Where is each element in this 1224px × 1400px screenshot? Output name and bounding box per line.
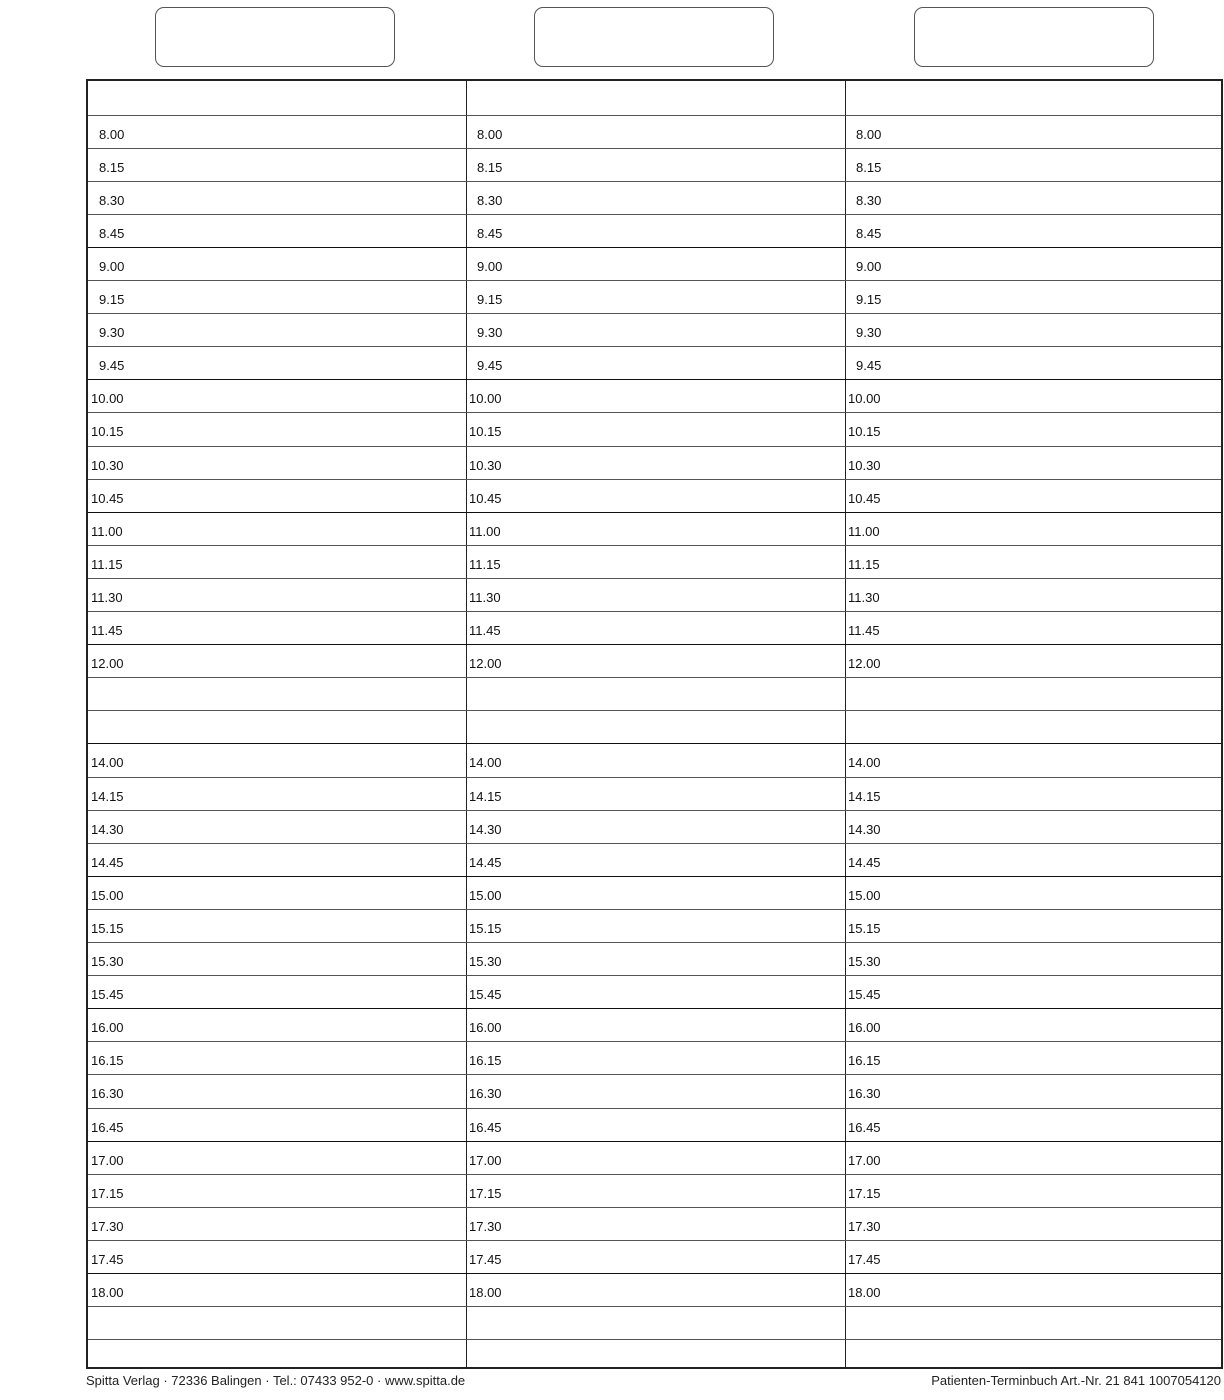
time-slot-label: 17.00 — [469, 1152, 502, 1168]
slot-divider — [88, 545, 1221, 546]
time-slot-label: 10.00 — [848, 391, 881, 407]
slot-divider — [88, 1306, 1221, 1307]
time-slot-label: 15.15 — [848, 920, 881, 936]
time-slot-label: 15.45 — [91, 987, 124, 1003]
slot-divider — [88, 843, 1221, 844]
time-slot-label: 12.00 — [848, 656, 881, 672]
time-slot-label: 10.30 — [91, 457, 124, 473]
time-slot-label: 8.30 — [99, 192, 125, 208]
time-slot-label: 17.30 — [469, 1218, 502, 1234]
time-slot-label: 11.15 — [848, 556, 880, 572]
column-title-box-1[interactable] — [155, 7, 395, 67]
time-slot-label: 15.45 — [469, 987, 502, 1003]
hour-divider — [88, 512, 1221, 513]
slot-divider — [88, 1108, 1221, 1109]
slot-divider — [88, 1207, 1221, 1208]
time-slot-label: 16.45 — [469, 1119, 502, 1135]
time-slot-label: 14.45 — [848, 854, 881, 870]
time-slot-label: 10.00 — [91, 391, 124, 407]
time-slot-label: 14.00 — [848, 755, 881, 771]
time-slot-label: 14.00 — [469, 755, 502, 771]
time-slot-label: 9.15 — [477, 292, 503, 307]
time-slot-label: 8.45 — [856, 225, 882, 241]
time-slot-label: 10.00 — [469, 391, 502, 407]
time-slot-label: 8.00 — [99, 126, 125, 142]
time-slot-label: 15.30 — [848, 954, 881, 969]
time-slot-label: 10.45 — [469, 490, 502, 506]
time-slot-label: 9.30 — [856, 325, 882, 341]
time-slot-label: 8.30 — [477, 192, 503, 208]
time-slot-label: 12.00 — [91, 656, 124, 672]
time-slot-label: 17.45 — [469, 1251, 502, 1267]
time-slot-label: 17.45 — [91, 1251, 124, 1267]
time-slot-label: 9.30 — [477, 325, 503, 341]
time-slot-label: 14.30 — [469, 821, 502, 837]
time-slot-label: 15.00 — [848, 887, 881, 903]
product-footer: Patienten-Terminbuch Art.-Nr. 21 841 1007054120 — [931, 1373, 1221, 1388]
time-slot-label: 9.00 — [856, 258, 882, 274]
time-slot-label: 11.45 — [91, 623, 123, 638]
slot-divider — [88, 214, 1221, 215]
time-slot-label: 16.30 — [91, 1086, 124, 1102]
slot-divider — [88, 1074, 1221, 1075]
publisher-footer: Spitta Verlag · 72336 Balingen · Tel.: 07433 952-0 · www.spitta.de — [86, 1373, 466, 1388]
hour-divider — [88, 1273, 1221, 1274]
time-slot-label: 11.00 — [91, 523, 123, 539]
slot-divider — [88, 346, 1221, 347]
hour-divider — [88, 379, 1221, 380]
time-slot-label: 10.15 — [91, 424, 124, 440]
time-slot-label: 14.15 — [848, 788, 881, 804]
slot-divider — [88, 909, 1221, 910]
time-slot-label: 8.45 — [99, 225, 125, 241]
time-slot-label: 18.00 — [848, 1285, 881, 1300]
time-slot-label: 8.00 — [856, 126, 882, 142]
time-slot-label: 17.30 — [91, 1218, 124, 1234]
time-slot-label: 11.45 — [848, 623, 880, 638]
time-slot-label: 16.30 — [848, 1086, 881, 1102]
slot-divider — [88, 975, 1221, 976]
time-slot-label: 9.15 — [856, 292, 882, 307]
time-slot-label: 18.00 — [91, 1285, 124, 1300]
time-slot-label: 16.45 — [91, 1119, 124, 1135]
time-slot-label: 15.30 — [469, 954, 502, 969]
time-slot-label: 11.00 — [848, 523, 880, 539]
time-slot-label: 11.30 — [848, 589, 880, 605]
time-slot-label: 9.45 — [856, 358, 882, 374]
time-slot-label: 9.00 — [99, 258, 125, 274]
time-slot-label: 16.00 — [848, 1020, 881, 1036]
slot-divider — [88, 148, 1221, 149]
time-slot-label: 10.30 — [469, 457, 502, 473]
time-slot-label: 8.45 — [477, 225, 503, 241]
slot-divider — [88, 578, 1221, 579]
time-slot-label: 16.15 — [469, 1053, 502, 1069]
slot-divider — [88, 710, 1221, 711]
time-slot-label: 8.15 — [99, 159, 125, 175]
slot-divider — [88, 313, 1221, 314]
time-slot-label: 14.15 — [91, 788, 124, 804]
slot-divider — [88, 777, 1221, 778]
hour-divider — [88, 644, 1221, 645]
time-slot-label: 14.30 — [91, 821, 124, 837]
time-slot-label: 9.45 — [477, 358, 503, 374]
time-slot-label: 10.45 — [848, 490, 881, 506]
time-slot-label: 14.00 — [91, 755, 124, 771]
time-slot-label: 17.15 — [91, 1185, 124, 1201]
time-slot-label: 9.30 — [99, 325, 125, 341]
time-slot-label: 9.45 — [99, 358, 125, 374]
slot-divider — [88, 479, 1221, 480]
time-slot-label: 16.15 — [848, 1053, 881, 1069]
hour-divider — [88, 743, 1221, 744]
time-slot-label: 11.15 — [469, 556, 501, 572]
time-slot-label: 17.45 — [848, 1251, 881, 1267]
slot-divider — [88, 446, 1221, 447]
time-slot-label: 8.15 — [856, 159, 882, 175]
time-slot-label: 18.00 — [469, 1285, 502, 1300]
time-slot-label: 16.45 — [848, 1119, 881, 1135]
slot-divider — [88, 181, 1221, 182]
time-slot-label: 17.15 — [848, 1185, 881, 1201]
column-title-box-2[interactable] — [534, 7, 774, 67]
slot-divider — [88, 810, 1221, 811]
appointment-grid — [86, 79, 1223, 1369]
time-slot-label: 10.15 — [848, 424, 881, 440]
hour-divider — [88, 247, 1221, 248]
time-slot-label: 11.00 — [469, 523, 501, 539]
time-slot-label: 14.30 — [848, 821, 881, 837]
time-slot-label: 15.30 — [91, 954, 124, 969]
time-slot-label: 17.30 — [848, 1218, 881, 1234]
time-slot-label: 8.00 — [477, 126, 503, 142]
slot-divider — [88, 1240, 1221, 1241]
slot-divider — [88, 611, 1221, 612]
time-slot-label: 15.00 — [469, 887, 502, 903]
time-slot-label: 9.00 — [477, 258, 503, 274]
time-slot-label: 16.30 — [469, 1086, 502, 1102]
time-slot-label: 10.45 — [91, 490, 124, 506]
time-slot-label: 15.00 — [91, 887, 124, 903]
slot-divider — [88, 1174, 1221, 1175]
hour-divider — [88, 1008, 1221, 1009]
slot-divider — [88, 942, 1221, 943]
time-slot-label: 14.45 — [469, 854, 502, 870]
slot-divider — [88, 280, 1221, 281]
slot-divider — [88, 1339, 1221, 1340]
header-row-line — [88, 115, 1221, 116]
slot-divider — [88, 412, 1221, 413]
time-slot-label: 16.00 — [469, 1020, 502, 1036]
time-slot-label: 17.00 — [91, 1152, 124, 1168]
time-slot-label: 15.15 — [91, 920, 124, 936]
time-slot-label: 11.30 — [469, 589, 501, 605]
hour-divider — [88, 1141, 1221, 1142]
time-slot-label: 16.00 — [91, 1020, 124, 1036]
slot-divider — [88, 1041, 1221, 1042]
time-slot-label: 15.45 — [848, 987, 881, 1003]
time-slot-label: 12.00 — [469, 656, 502, 672]
time-slot-label: 11.30 — [91, 589, 123, 605]
time-slot-label: 17.00 — [848, 1152, 881, 1168]
time-slot-label: 17.15 — [469, 1185, 502, 1201]
time-slot-label: 15.15 — [469, 920, 502, 936]
time-slot-label: 9.15 — [99, 292, 125, 307]
time-slot-label: 10.15 — [469, 424, 502, 440]
time-slot-label: 14.15 — [469, 788, 502, 804]
hour-divider — [88, 876, 1221, 877]
time-slot-label: 11.15 — [91, 556, 123, 572]
column-title-box-3[interactable] — [914, 7, 1154, 67]
time-slot-label: 14.45 — [91, 854, 124, 870]
time-slot-label: 10.30 — [848, 457, 881, 473]
slot-divider — [88, 677, 1221, 678]
time-slot-label: 11.45 — [469, 623, 501, 638]
time-slot-label: 8.15 — [477, 159, 503, 175]
time-slot-label: 8.30 — [856, 192, 882, 208]
time-slot-label: 16.15 — [91, 1053, 124, 1069]
